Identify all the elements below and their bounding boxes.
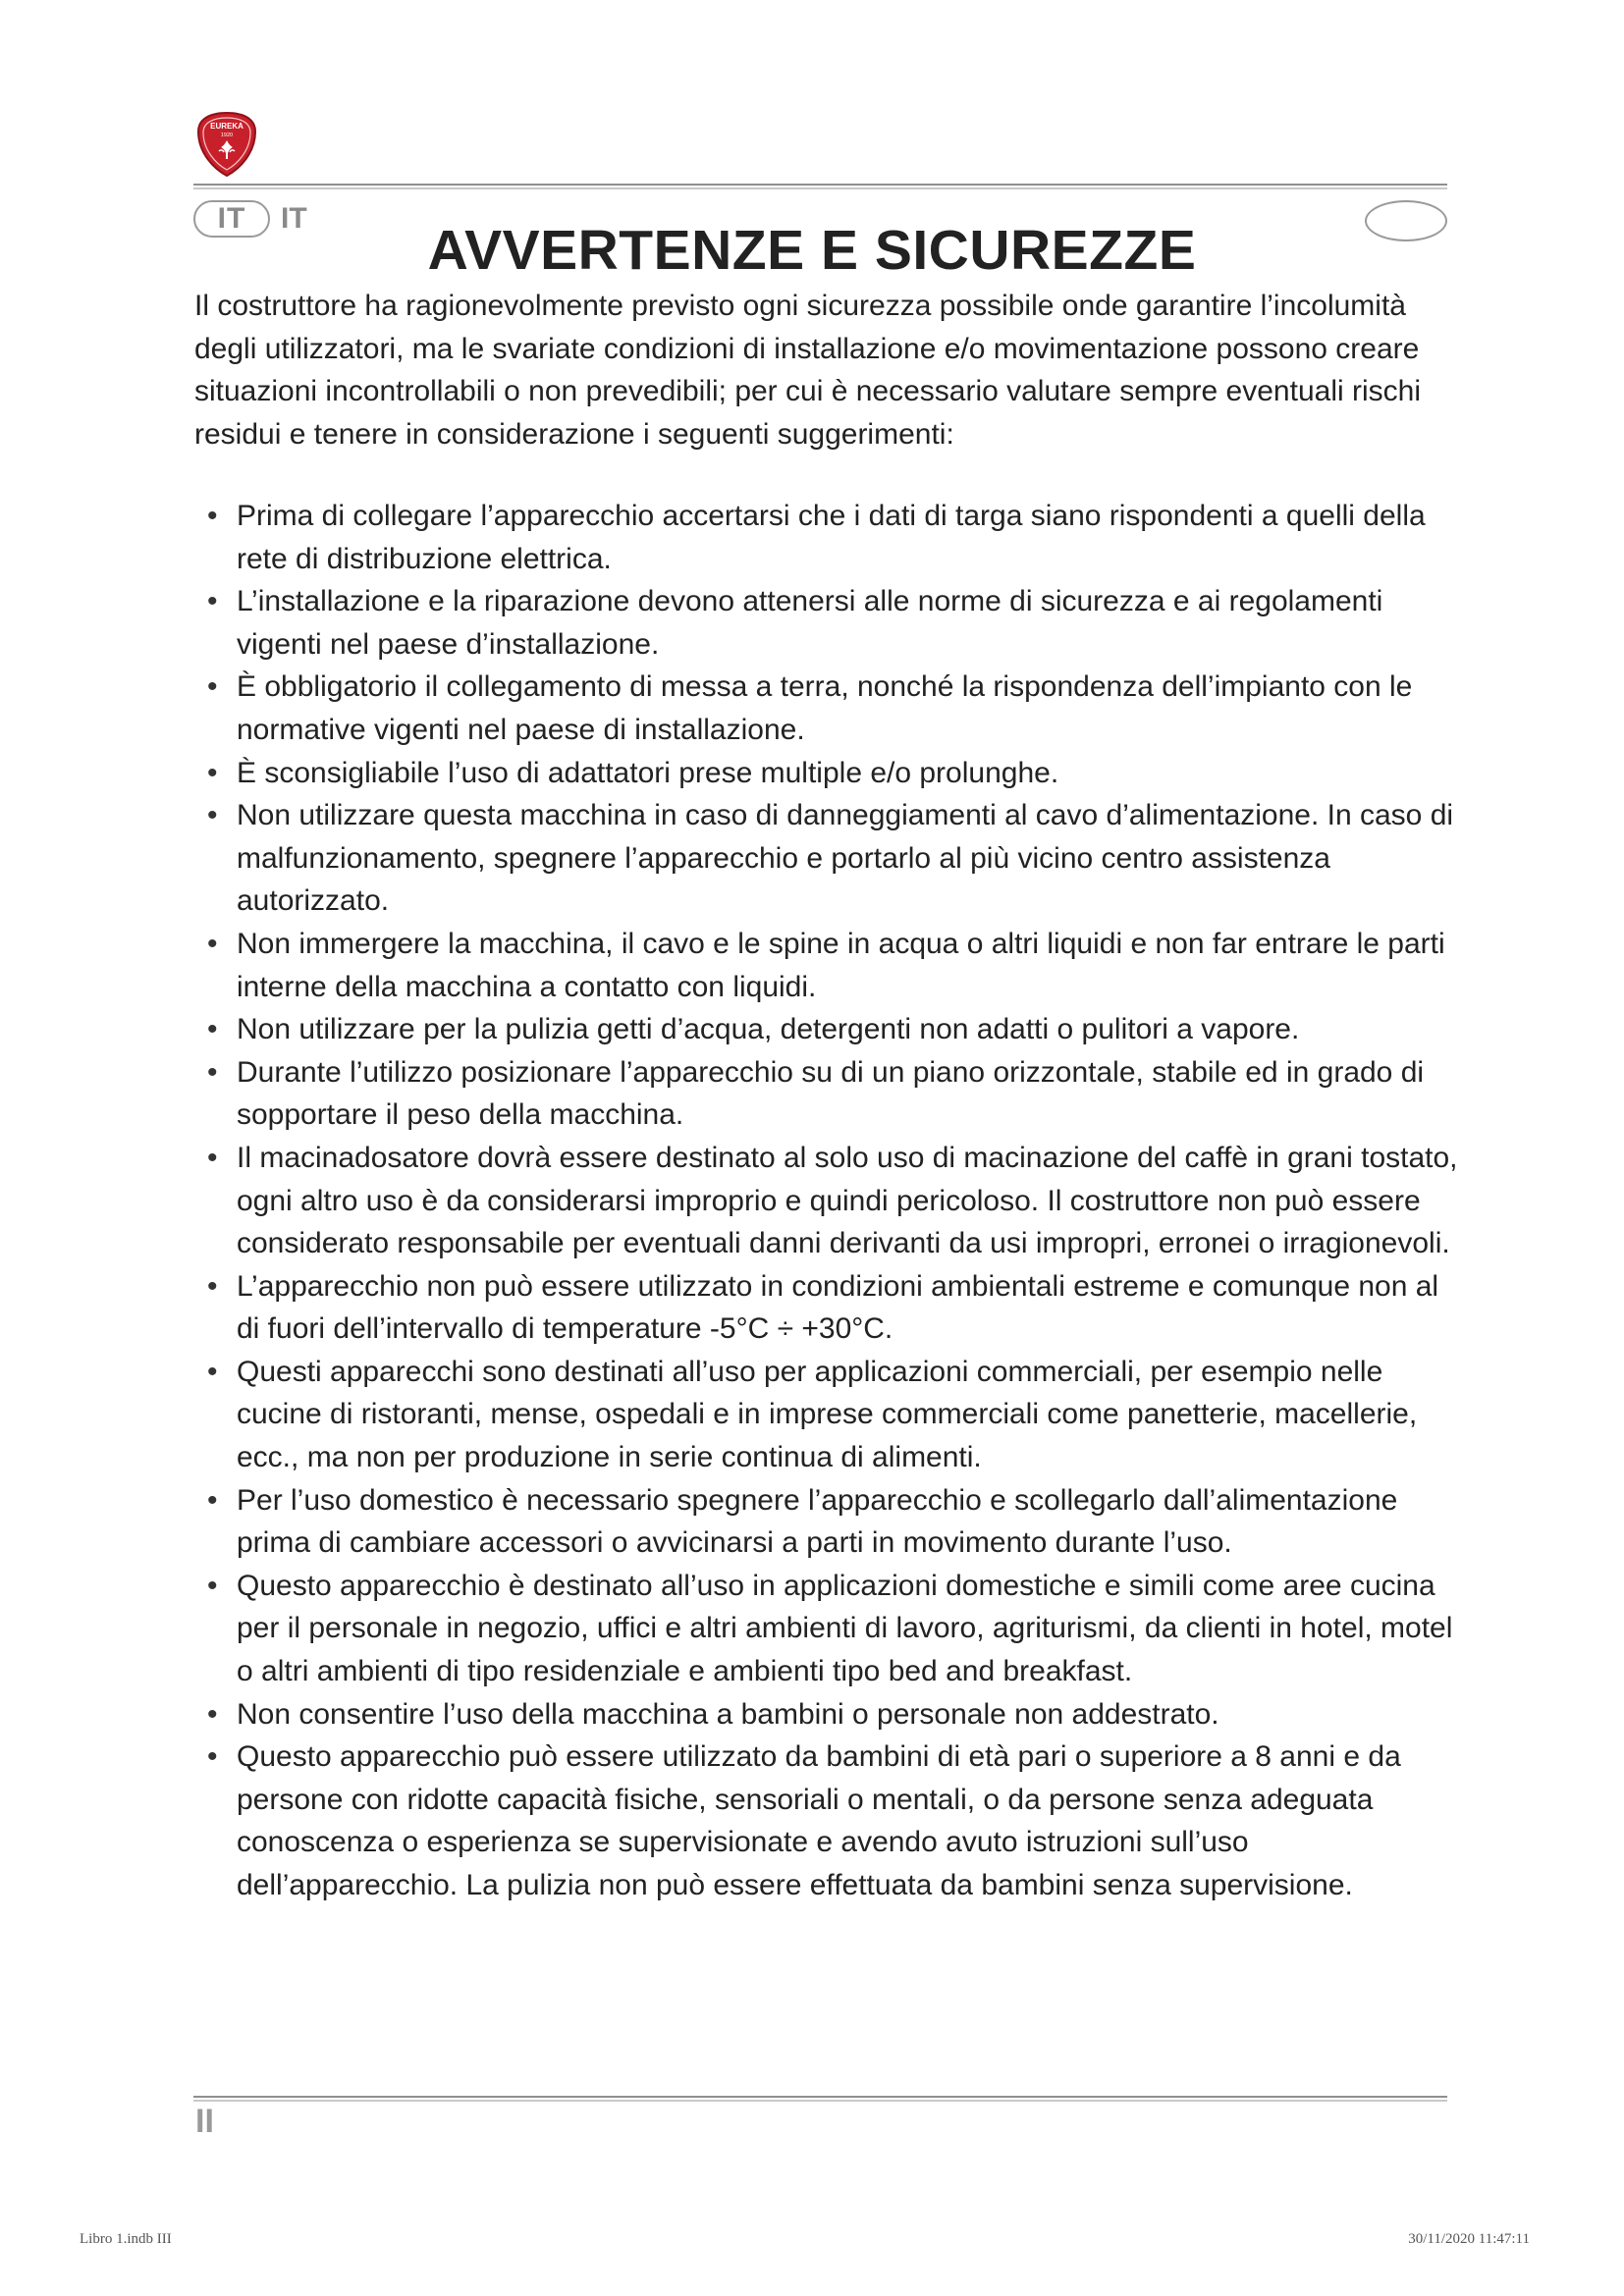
- language-badge-label: IT: [217, 202, 246, 235]
- list-item: • Per l’uso domestico è necessario spegnere l’apparecchio e scollegarlo dall’alimentazione prima di cambiare accessori o avvicinarsi a parti in movimento durante l’uso.: [194, 1479, 1461, 1565]
- list-item: • Durante l’utilizzo posizionare l’apparecchio su di un piano orizzontale, stabile ed in grado di sopportare il peso della macchina.: [194, 1051, 1461, 1137]
- svg-text:1920: 1920: [220, 133, 234, 138]
- list-item: • L’apparecchio non può essere utilizzato in condizioni ambientali estreme e comunque non al di fuori dell’intervallo di temperature -5°C ÷ +30°C.: [194, 1265, 1461, 1351]
- list-item: • Prima di collegare l’apparecchio accertarsi che i dati di targa siano rispondenti a quelli della rete di distribuzione elettrica.: [194, 495, 1461, 580]
- header-rule: [193, 184, 1447, 189]
- eureka-logo: [192, 110, 261, 179]
- list-item: • Non utilizzare questa macchina in caso di danneggiamenti al cavo d’alimentazione. In caso di malfunzionamento, spegnere l’apparecchio e portarlo al più vicino centro assistenza autorizzato.: [194, 794, 1461, 923]
- safety-list: [194, 495, 1461, 1907]
- list-item: • Questi apparecchi sono destinati all’uso per applicazioni commerciali, per esempio nelle cucine di ristoranti, mense, ospedali e in imprese commerciali come panetterie, macellerie, ecc., ma non per produzione in serie continua di alimenti.: [194, 1351, 1461, 1479]
- print-file-label: Libro 1.indb III: [80, 2231, 172, 2247]
- list-item: • Non utilizzare per la pulizia getti d’acqua, detergenti non adatti o pulitori a vapore.: [194, 1008, 1461, 1051]
- list-item: • Il macinadosatore dovrà essere destinato al solo uso di macinazione del caffè in grani tostato, ogni altro uso è da considerarsi improprio e quindi pericoloso. Il costruttore non può essere considerato responsabile per eventuali danni derivanti da usi impropri, erronei o irragionevoli.: [194, 1137, 1461, 1265]
- list-item: • Non consentire l’uso della macchina a bambini o personale non addestrato.: [194, 1693, 1461, 1736]
- list-item: • È sconsigliabile l’uso di adattatori prese multiple e/o prolunghe.: [194, 752, 1461, 795]
- footer-rule: [193, 2096, 1447, 2102]
- svg-text:EUREKA: EUREKA: [210, 122, 244, 131]
- list-item: • È obbligatorio il collegamento di messa a terra, nonché la rispondenza dell’impianto con le normative vigenti nel paese di installazione.: [194, 666, 1461, 751]
- list-item: • Non immergere la macchina, il cavo e le spine in acqua o altri liquidi e non far entrare le parti interne della macchina a contatto con liquidi.: [194, 923, 1461, 1008]
- intro-paragraph: Il costruttore ha ragionevolmente previsto ogni sicurezza possibile onde garantire l’incolumità degli utilizzatori, ma le svariate condizioni di installazione e/o movimentazione possono creare situazioni incontrollabili o non prevedibili; per cui è necessario valutare sempre eventuali rischi residui e tenere in considerazione i seguenti suggerimenti:: [194, 290, 1421, 451]
- list-item: • L’installazione e la riparazione devono attenersi alle norme di sicurezza e ai regolamenti vigenti nel paese d’installazione.: [194, 580, 1461, 666]
- page-number: II: [195, 2103, 214, 2140]
- language-label: IT: [281, 202, 307, 235]
- list-item: • Questo apparecchio è destinato all’uso in applicazioni domestiche e simili come aree cucina per il personale in negozio, uffici e altri ambienti di lavoro, agriturismi, da clienti in hotel, motel o altri ambienti di tipo residenziale e ambienti tipo bed and breakfast.: [194, 1565, 1461, 1693]
- print-timestamp: 30/11/2020 11:47:11: [1408, 2231, 1530, 2247]
- page-title: AVVERTENZE E SICUREZZE: [427, 219, 1197, 282]
- list-item: • Questo apparecchio può essere utilizzato da bambini di età pari o superiore a 8 anni e da persone con ridotte capacità fisiche, sensoriali o mentali, o da persone senza adeguata conoscenza o esperienza se supervisionate e avendo avuto istruzioni sull’uso dell’apparecchio. La pulizia non può essere effettuata da bambini senza supervisione.: [194, 1735, 1461, 1906]
